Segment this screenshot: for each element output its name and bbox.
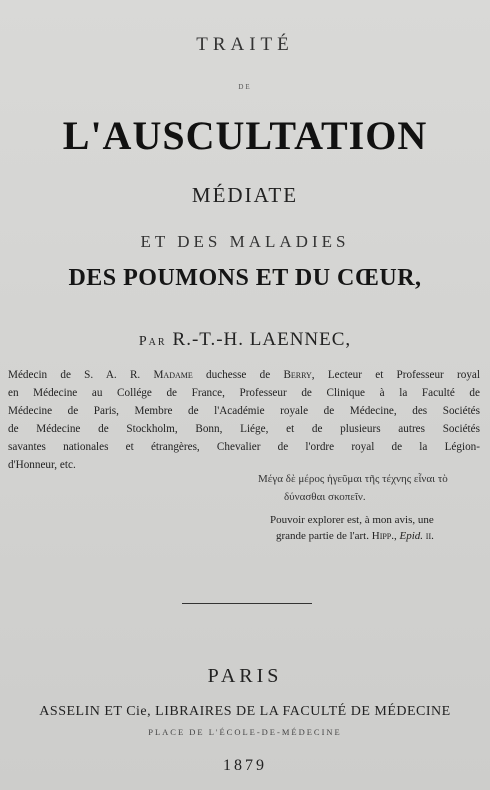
title-poumons: DES POUMONS ET DU CŒUR,: [68, 265, 422, 291]
title-auscultation: L'AUSCULTATION: [62, 113, 428, 158]
bio-text: duchesse de: [206, 369, 271, 381]
author-par: Par: [138, 334, 167, 349]
title-mediate: MÉDIATE: [191, 183, 299, 207]
bio-line: Médecine de Paris, Membre de l'Académie royale de Médecine, des Sociétés: [8, 405, 480, 417]
quote-text: grande partie de l'art.: [276, 530, 369, 542]
bio-madame: Madame: [153, 369, 193, 381]
bio-berry: Berry: [283, 369, 312, 381]
bio-line: savantes nationales et étrangères, Chevalier de l'ordre royal de la Légion-: [8, 441, 480, 453]
author-credentials: [8, 366, 480, 474]
bio-text: , Lecteur et Professeur royal: [311, 369, 481, 381]
bio-line: d'Honneur, etc.: [8, 459, 76, 471]
title-maladies: ET DES MALADIES: [140, 232, 350, 251]
title-traite: TRAITÉ: [196, 34, 294, 55]
divider-rule: [182, 603, 312, 604]
bio-line: [8, 366, 480, 384]
bio-line: de Médecine de Stockholm, Bonn, Liége, et de plusieurs autres Sociétés: [8, 423, 480, 435]
epigraph-translation: [258, 512, 482, 544]
greek-line: δύνασθαι σκοπεῖν.: [284, 491, 366, 503]
greek-line: Μέγα δὲ μέρος ἡγεῦμαι τῆς τέχνης εἶναι τὸ: [258, 473, 448, 485]
imprint-place: PLACE DE L'ÉCOLE-DE-MÉDECINE: [148, 727, 342, 737]
bio-line: en Médecine au Collége de France, Professeur de Clinique à la Faculté de: [8, 387, 480, 399]
epigraph-greek: [258, 470, 482, 506]
author-line: [0, 329, 490, 351]
title-de: DE: [238, 83, 252, 91]
author-name: R.-T.-H. LAENNEC,: [172, 329, 352, 350]
quote-epid: Epid.: [399, 530, 424, 542]
bio-text: Médecin de S. A. R.: [8, 369, 141, 381]
quote-line: Pouvoir explorer est, à mon avis, une: [270, 514, 434, 526]
imprint-year: 1879: [223, 757, 267, 774]
imprint-publisher: ASSELIN ET Cie, LIBRAIRES DE LA FACULTÉ DE MÉDECINE: [39, 704, 451, 719]
quote-line: [258, 528, 482, 544]
quote-hipp: Hipp.: [371, 530, 395, 542]
quote-text: ii.: [425, 530, 434, 542]
imprint-city: PARIS: [207, 665, 283, 687]
quote-text: ,: [394, 530, 397, 542]
